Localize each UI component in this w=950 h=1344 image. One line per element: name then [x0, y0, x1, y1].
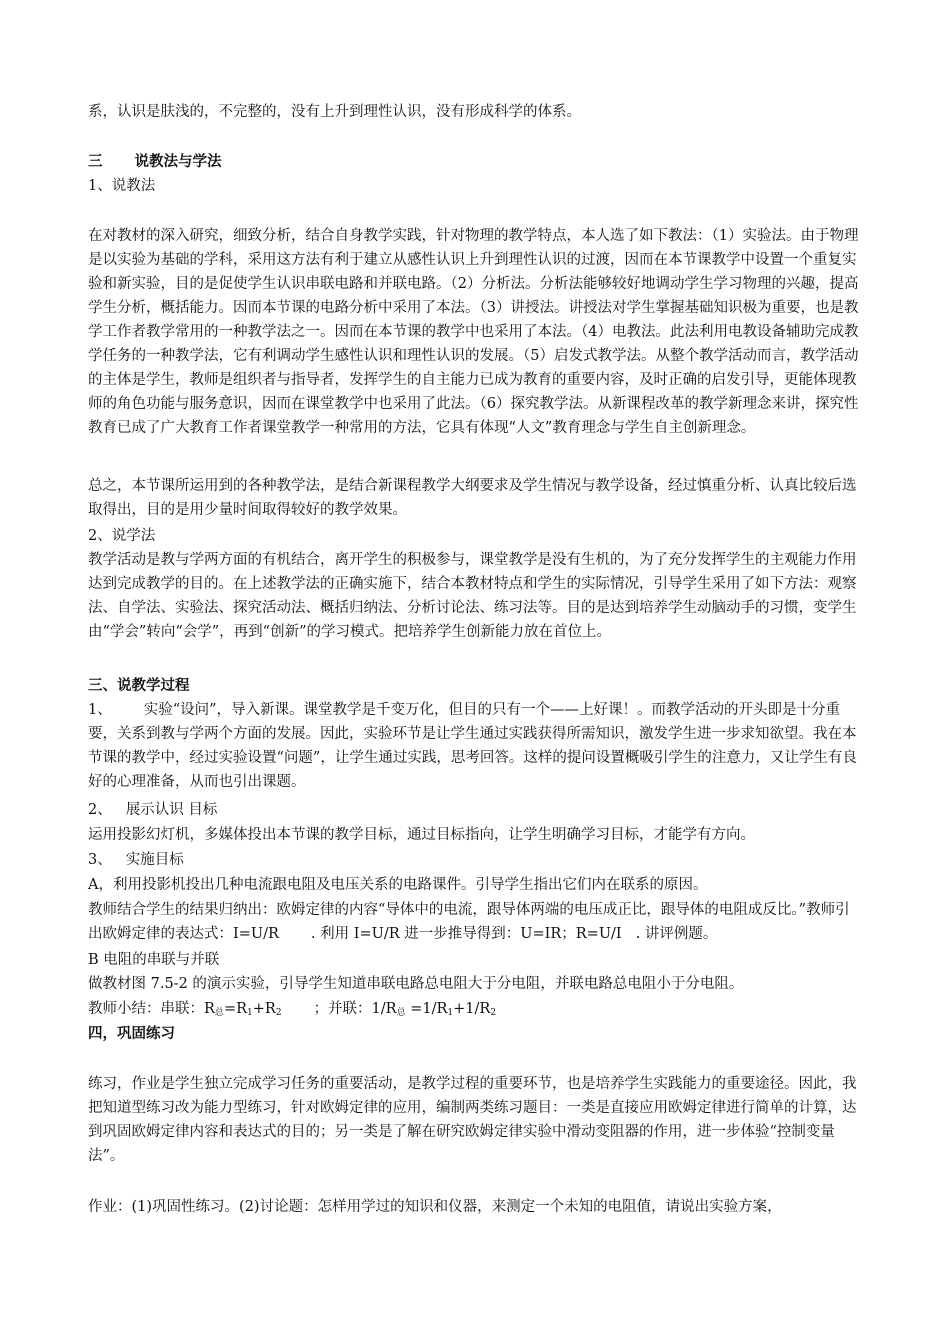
section-title: 说教法与学法	[134, 153, 222, 170]
subscript-1: 1	[247, 1008, 253, 1018]
section-heading-practice: 四，巩固练习	[88, 1025, 175, 1042]
paragraph-step-3	[88, 848, 862, 872]
step-text: 实验“设问”，导入新课。课堂教学是千变万化，但目的只有一个——上好课！。而教学活动的开头即是十分重要，关系到教与学两个方面的发展。因此，实验环节是让学生通过实践获得所需知识，激发学生进一步求知欲望。我在本节课的教学中，经过实验设置“问题”，让学生通过实践，思考回答。这样的提问设置概吸引学生的注意力，又让学生有良好的心理准备，从而也引出课题。	[88, 702, 857, 790]
ohm-derivation: . 利用 I=U/R 进一步推导得到：U=IR；R=U/I	[310, 926, 622, 942]
step-number: 1、	[88, 702, 112, 718]
ohm-example: . 讲评例题。	[635, 926, 718, 942]
paragraph-homework: 作业：(1)巩固性练习。(2)讨论题：怎样用学过的知识和仪器，来测定一个未知的电阻值，请说出实验方案，	[88, 1199, 782, 1215]
parallel-plus: +1/R	[453, 1001, 491, 1017]
step-number: 2、	[88, 802, 112, 818]
parallel-label: ；并联：1/R	[313, 1001, 397, 1017]
paragraph-teaching-methods: 在对教材的深入研究，细致分析，结合自身教学实践，针对物理的教学特点，本人选了如下教法：（1）实验法。由于物理是以实验为基础的学科，采用这方法有利于建立从感性认识上升到理性认识的过渡，因而在本节课教学中设置一个重复实验和新实验，目的是促使学生认识串联电路和并联电路。（2）分析法。分析法能够较好地调动学生学习物理的兴趣，提高学生分析，概括能力。因而本节课的电路分析中采用了本法。（3）讲授法。讲授法对学生掌握基础知识极为重要，也是教学工作者教学常用的一种教学法之一。因而在本节课的教学中也采用了本法。（4）电教法。此法利用电教设备辅助完成教学任务的一种教学法，它有利调动学生感性认识和理性认识的发展。（5）启发式教学法。从整个教学活动而言，教学活动的主体是学生，教师是组织者与指导者，发挥学生的自主能力已成为教育的重要内容，及时正确的启发引导，更能体现教师的角色功能与服务意识，因而在课堂教学中也采用了此法。（6）探究教学法。从新课程改革的教学新理念来讲，探究性教育已成了广大教育工作者课堂教学一种常用的方法，它具有体现“人文”教育理念与学生自主创新理念。	[88, 228, 859, 436]
paragraph-item-a: A，利用投影机投出几种电流跟电阻及电压关系的电路课件。引导学生指出它们内在联系的原因。	[88, 877, 708, 893]
paragraph-step-2	[88, 798, 862, 822]
series-label: 教师小结：串联：R	[88, 1001, 215, 1017]
paragraph-learning-methods: 教学活动是教与学两方面的有机结合，离开学生的积极参与，课堂教学是没有生机的，为了充分发挥学生的主观能力作用达到完成教学的目的。在上述教学法的正确实施下，结合本教材特点和学生的实际情况，引导学生采用了如下方法：观察法、自学法、实验法、探究活动法、概括归纳法、分析讨论法、练习法等。目的是达到培养学生动脑动手的习惯，变学生由“学会”转向“会学”，再到“创新”的学习模式。把培养学生创新能力放在首位上。	[88, 552, 857, 640]
paragraph-item-b: B 电阻的串联与并联	[88, 952, 220, 968]
subscript-2: 2	[490, 1008, 497, 1018]
parallel-eq: =1/R	[405, 1001, 448, 1017]
step-text: 展示认识 目标	[125, 802, 218, 818]
subscript-2: 2	[275, 1008, 282, 1018]
subscript-total: 总	[396, 1008, 406, 1018]
paragraph-experiment: 做教材图 7.5-2 的演示实验，引导学生知道串联电路总电阻大于分电阻，并联电路总电阻小于分电阻。	[88, 976, 744, 992]
step-number: 3、	[88, 852, 112, 868]
section-heading-process: 三、说教学过程	[88, 677, 190, 694]
subheading-teaching-method: 1、说教法	[88, 178, 156, 194]
paragraph-continuation: 系，认识是肤浅的，不完整的，没有上升到理性认识，没有形成科学的体系。	[88, 104, 581, 120]
ohm-law-text: 教师结合学生的结果归纳出：欧姆定律的内容“导体中的电流，跟导体两端的电压成正比，跟导体的电阻成反比。”教师引出欧姆定律的表达式：I=U/R	[88, 902, 850, 942]
paragraph-summary: 总之，本节课所运用到的各种教学法，是结合新课程教学大纲要求及学生情况与教学设备，经过慎重分析、认真比较后选取得出，目的是用少量时间取得较好的教学效果。	[88, 478, 857, 518]
subscript-total: 总	[214, 1008, 224, 1018]
series-eq: =R	[223, 1001, 248, 1017]
paragraph-practice: 练习，作业是学生独立完成学习任务的重要活动，是教学过程的重要环节，也是培养学生实践能力的重要途径。因此，我把知道型练习改为能力型练习，针对欧姆定律的应用，编制两类练习题目：一类是直接应用欧姆定律进行简单的计算，达到巩固欧姆定律内容和表达式的目的；另一类是了解在研究欧姆定律实验中滑动变阻器的作用，进一步体验“控制变量法”。	[88, 1076, 857, 1164]
paragraph-step-1	[88, 698, 862, 794]
section-heading-methods	[88, 150, 862, 174]
subheading-learning-method: 2、说学法	[88, 528, 156, 544]
series-plus: +R	[252, 1001, 276, 1017]
paragraph-resistance-summary	[88, 997, 862, 1021]
step-text: 实施目标	[125, 852, 184, 868]
paragraph-ohm-law	[88, 898, 862, 946]
paragraph-step-2-body: 运用投影幻灯机，多媒体投出本节课的教学目标，通过目标指向，让学生明确学习目标，才能学有方向。	[88, 827, 755, 843]
section-number: 三	[88, 153, 103, 170]
subscript-1: 1	[447, 1008, 454, 1018]
